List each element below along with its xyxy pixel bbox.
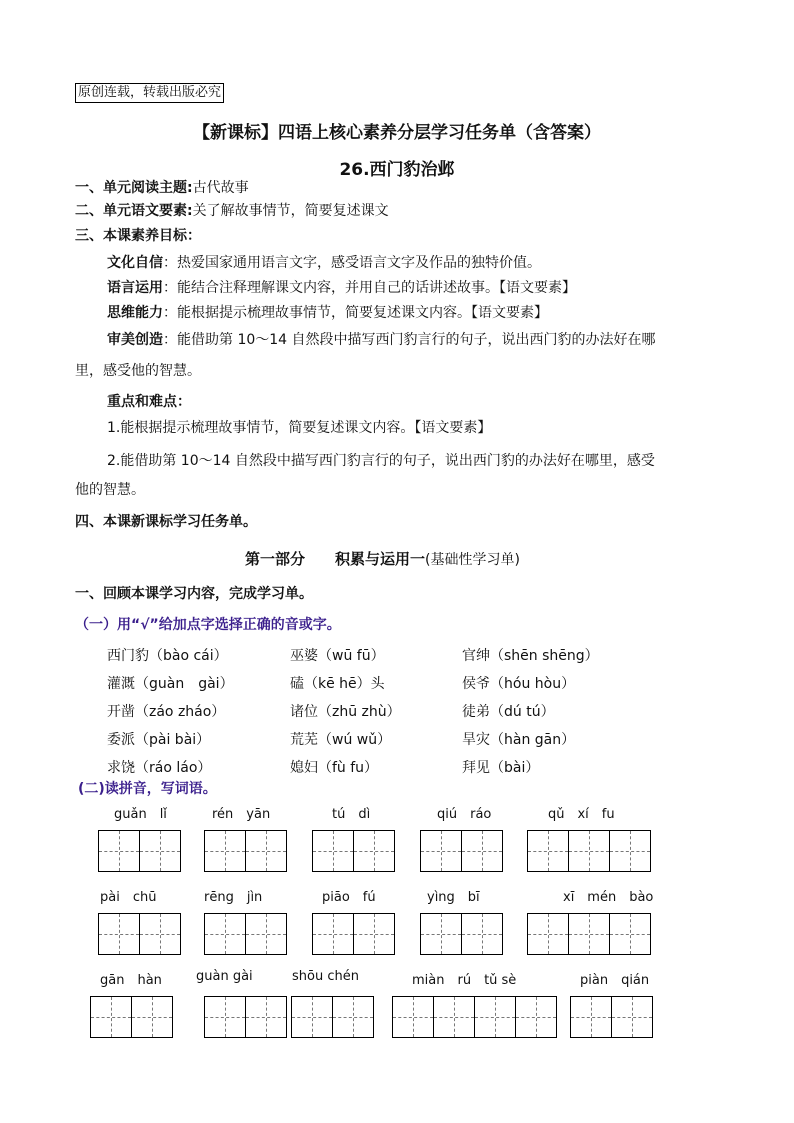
goal-language	[107, 278, 576, 298]
grid-cell[interactable]	[245, 830, 287, 872]
writing-grid[interactable]	[98, 913, 181, 955]
grid-cell[interactable]	[420, 830, 462, 872]
option-item: 旱灾（hàn gān）	[462, 732, 576, 748]
section-task-heading: 四、本课新课标学习任务单。	[75, 514, 257, 530]
pinyin-prompt: piàn qián	[580, 973, 650, 988]
pinyin-prompt: gān hàn	[100, 973, 162, 988]
writing-grid[interactable]	[204, 830, 287, 872]
option-item: 西门豹（bào cái）	[107, 648, 228, 664]
pinyin-prompt: pài chū	[100, 890, 157, 905]
grid-cell[interactable]	[204, 996, 246, 1038]
grid-cell[interactable]	[131, 996, 173, 1038]
goal-label: 审美创造	[107, 332, 163, 348]
pinyin-prompt: shōu chén	[292, 969, 359, 984]
grid-cell[interactable]	[515, 996, 557, 1038]
goal-text: ：能借助第 10～14 自然段中描写西门豹言行的句子，说出西门豹的办法好在哪	[163, 332, 656, 348]
pinyin-prompt: qiú ráo	[437, 807, 492, 822]
goal-label: 语言运用	[107, 280, 163, 296]
grid-cell[interactable]	[98, 830, 140, 872]
grid-cell[interactable]	[312, 830, 354, 872]
section-text: 古代故事	[192, 180, 249, 196]
part-main: 第一部分 积累与运用一	[245, 550, 426, 568]
grid-cell[interactable]	[204, 913, 246, 955]
grid-cell[interactable]	[461, 830, 503, 872]
grid-cell[interactable]	[98, 913, 140, 955]
pinyin-prompt: miàn rú tǔ sè	[412, 973, 517, 988]
pinyin-prompt: guǎn lǐ	[114, 807, 167, 822]
grid-cell[interactable]	[392, 996, 434, 1038]
key-point-2: 2.能借助第 10～14 自然段中描写西门豹言行的句子，说出西门豹的办法好在哪里，感受	[107, 453, 655, 469]
option-item: 徒弟（dú tú）	[462, 704, 555, 720]
key-point-1: 1.能根据提示梳理故事情节，简要复述课文内容。【语文要素】	[107, 420, 492, 436]
goal-text: ：能结合注释理解课文内容，并用自己的话讲述故事。【语文要素】	[163, 280, 576, 296]
goal-thinking	[107, 303, 548, 323]
writing-grid[interactable]	[291, 996, 374, 1038]
option-item: 媳妇（fù fu）	[290, 760, 379, 776]
section-language-element	[75, 201, 389, 221]
goal-text: ：热爱国家通用语言文字，感受语言文字及作品的独特价值。	[163, 255, 541, 271]
writing-grid[interactable]	[570, 996, 653, 1038]
grid-cell[interactable]	[568, 830, 610, 872]
writing-grid[interactable]	[392, 996, 557, 1038]
copyright-notice: 原创连载，转载出版必究	[75, 83, 224, 103]
grid-cell[interactable]	[204, 830, 246, 872]
pinyin-prompt: guàn gài	[196, 969, 253, 984]
grid-cell[interactable]	[527, 913, 569, 955]
grid-cell[interactable]	[353, 830, 395, 872]
key-points-heading: 重点和难点：	[107, 394, 191, 410]
section-goals-heading: 三、本课素养目标：	[75, 228, 201, 244]
section-text: 关了解故事情节，简要复述课文	[192, 203, 389, 219]
pinyin-prompt: rén yān	[212, 807, 271, 822]
writing-grid[interactable]	[204, 996, 287, 1038]
option-item: 拜见（bài）	[462, 760, 540, 776]
grid-cell[interactable]	[332, 996, 374, 1038]
grid-cell[interactable]	[609, 913, 651, 955]
option-item: 磕（kē hē）头	[290, 676, 385, 692]
writing-grid[interactable]	[312, 830, 395, 872]
option-item: 侯爷（hóu hòu）	[462, 676, 576, 692]
grid-cell[interactable]	[611, 996, 653, 1038]
goal-culture	[107, 253, 541, 273]
question-1: 一、回顾本课学习内容，完成学习单。	[75, 586, 313, 602]
goal-label: 文化自信	[107, 255, 163, 271]
grid-cell[interactable]	[139, 913, 181, 955]
section-reading-theme	[75, 178, 249, 198]
option-item: 荒芜（wú wǔ）	[290, 732, 392, 748]
grid-cell[interactable]	[139, 830, 181, 872]
option-item: 求饶（ráo láo）	[107, 760, 212, 776]
writing-grid[interactable]	[312, 913, 395, 955]
pinyin-prompt: yìng bī	[427, 890, 480, 905]
writing-grid[interactable]	[527, 830, 651, 872]
grid-cell[interactable]	[291, 996, 333, 1038]
grid-cell[interactable]	[420, 913, 462, 955]
goal-label: 思维能力	[107, 305, 163, 321]
writing-grid[interactable]	[420, 830, 503, 872]
option-item: 灌溉（guàn gài）	[107, 676, 234, 692]
grid-cell[interactable]	[433, 996, 475, 1038]
goal-aesthetic-cont: 里，感受他的智慧。	[75, 363, 201, 379]
grid-cell[interactable]	[90, 996, 132, 1038]
goal-text: ：能根据提示梳理故事情节，简要复述课文内容。【语文要素】	[163, 305, 548, 321]
grid-cell[interactable]	[245, 913, 287, 955]
key-point-2-cont: 他的智慧。	[75, 482, 145, 498]
pinyin-prompt: piāo fú	[322, 890, 376, 905]
section-label: 二、单元语文要素:	[75, 203, 193, 219]
grid-cell[interactable]	[245, 996, 287, 1038]
question-1b: (二)读拼音，写词语。	[78, 781, 217, 797]
option-item: 诸位（zhū zhù）	[290, 704, 401, 720]
pinyin-prompt: xī mén bào	[563, 890, 654, 905]
grid-cell[interactable]	[568, 913, 610, 955]
grid-cell[interactable]	[461, 913, 503, 955]
writing-grid[interactable]	[98, 830, 181, 872]
option-item: 巫婆（wū fū）	[290, 648, 385, 664]
writing-grid[interactable]	[527, 913, 651, 955]
grid-cell[interactable]	[353, 913, 395, 955]
option-item: 委派（pài bài）	[107, 732, 211, 748]
part-heading	[245, 548, 520, 569]
goal-aesthetic	[107, 330, 656, 350]
lesson-title: 26.西门豹治邺	[339, 160, 455, 180]
part-sub: (基础性学习单)	[425, 552, 520, 568]
option-item: 开凿（záo zháo）	[107, 704, 226, 720]
grid-cell[interactable]	[609, 830, 651, 872]
pinyin-prompt: tú dì	[332, 807, 371, 822]
grid-cell[interactable]	[474, 996, 516, 1038]
pinyin-prompt: rēng jìn	[204, 890, 263, 905]
pinyin-prompt: qǔ xí fu	[548, 807, 615, 822]
page-title: 【新课标】四语上核心素养分层学习任务单（含答案）	[193, 123, 601, 143]
grid-cell[interactable]	[570, 996, 612, 1038]
section-label: 一、单元阅读主题:	[75, 180, 193, 196]
writing-grid[interactable]	[204, 913, 287, 955]
grid-cell[interactable]	[312, 913, 354, 955]
writing-grid[interactable]	[420, 913, 503, 955]
option-item: 官绅（shēn shēng）	[462, 648, 599, 664]
grid-cell[interactable]	[527, 830, 569, 872]
question-1a: （一）用“√”给加点字选择正确的音或字。	[75, 617, 341, 633]
writing-grid[interactable]	[90, 996, 173, 1038]
